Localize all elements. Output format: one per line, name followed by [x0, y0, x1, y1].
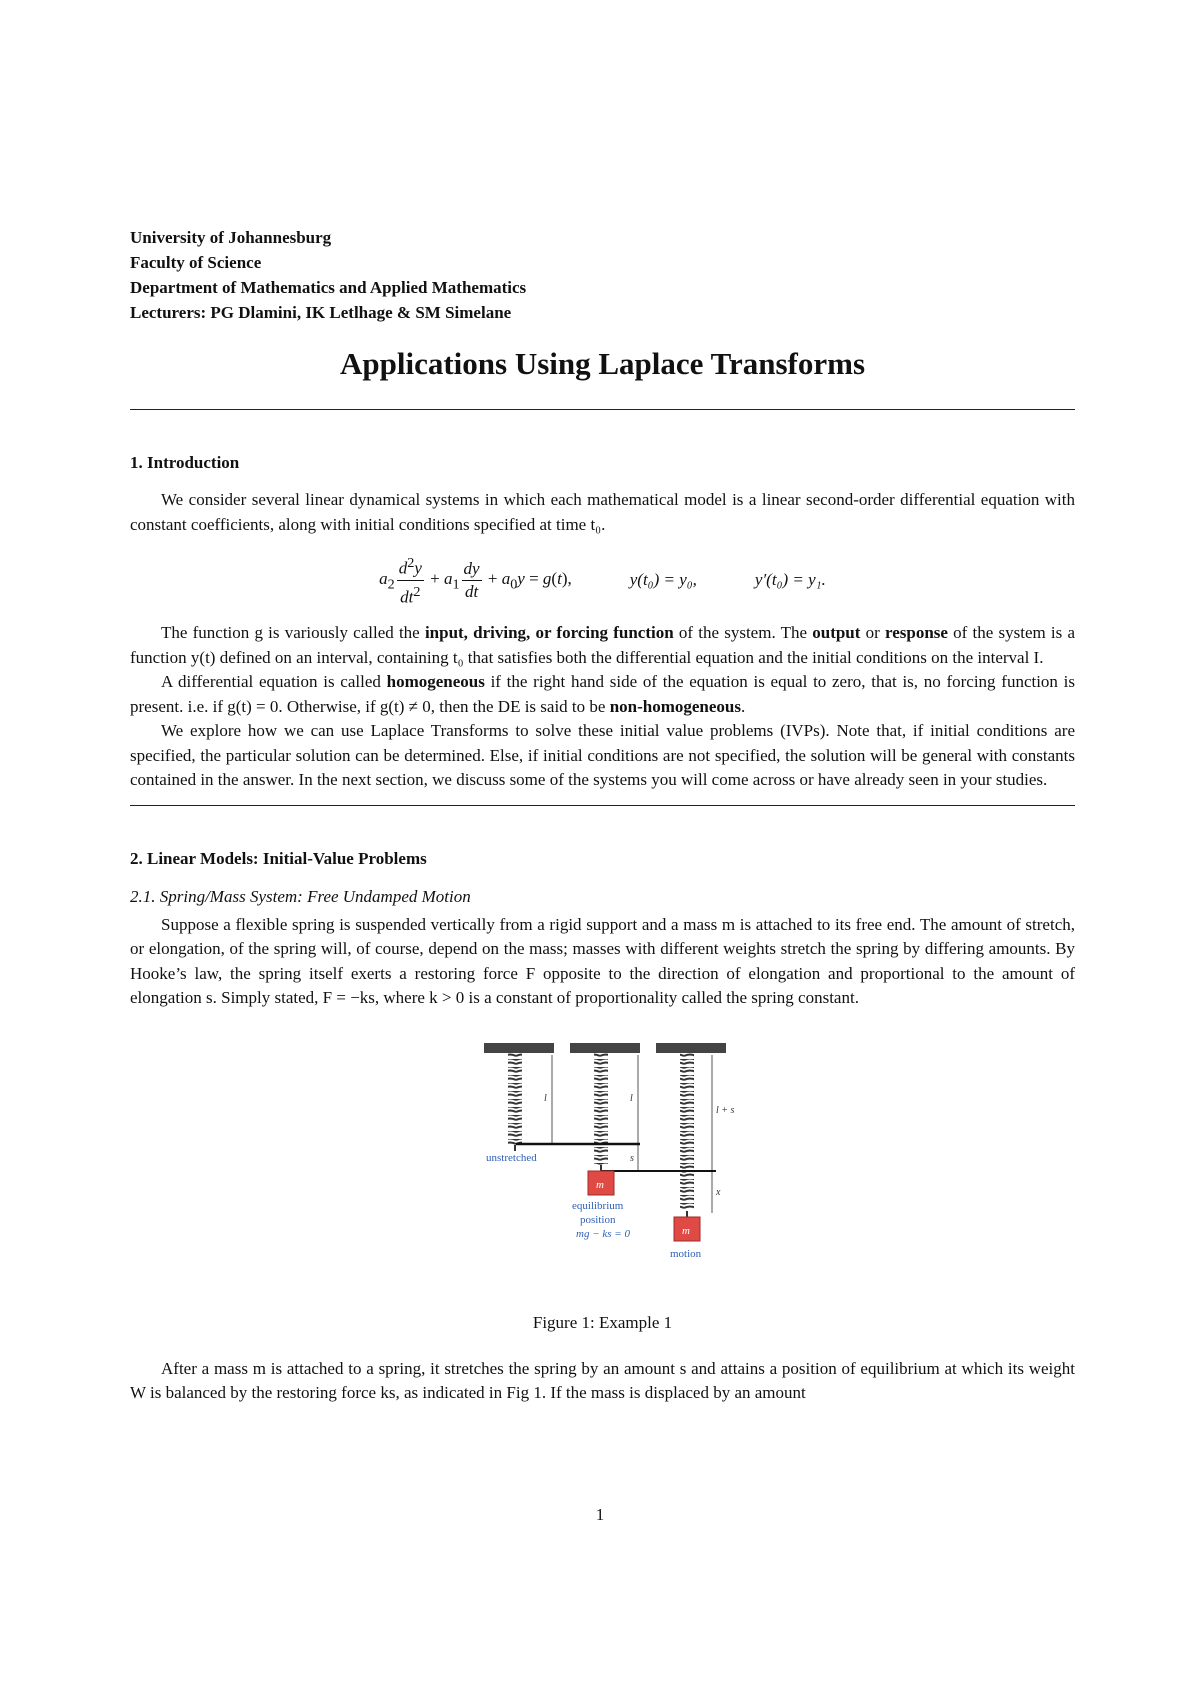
- divider: [130, 805, 1075, 806]
- support-2: [570, 1043, 640, 1053]
- spring-mass-diagram: [480, 1043, 735, 1293]
- label-ls: l + s: [716, 1104, 735, 1116]
- differential-equation: [130, 551, 1075, 609]
- spring-paragraph-2: After a mass m is attached to a spring, it stretches the spring by an amount s and attains a position of equilibrium at which its weight W is balanced by the restoring force ks, as indicated in Fig 1. If the mass is displaced by an amount: [130, 1358, 1075, 1402]
- spring-2: [594, 1053, 608, 1165]
- section-1-heading: 1. Introduction: [130, 453, 240, 472]
- spring-paragraph-1: Suppose a flexible spring is suspended vertically from a rigid support and a mass m is attached to its free end. The amount of stretch, or elongation, of the spring will, of course, depend on the mass; masses with different weights stretch the spring by differing amounts. By Hooke’s law, the spring itself exerts a restoring force F opposite to the direction of elongation and proportional to the amount of elongation s. Simply stated, F = −ks, where k > 0 is a constant of proportionality called the spring constant.: [130, 914, 1075, 1007]
- spring-mass-figure: [130, 1043, 1075, 1293]
- label-motion: motion: [670, 1247, 702, 1260]
- label-condition: mg − ks = 0: [576, 1227, 630, 1240]
- equation-main: $a_2$ $\frac{d^2y}{dt^2}$ + $a_1$ $\frac{dy}{dt}$ + $a_0y = g(t)$,: [379, 552, 572, 608]
- divider: [130, 409, 1075, 410]
- intro-paragraph-4: We explore how we can use Laplace Transforms to solve these initial value problems (IVPs). Note that, if initial conditions are specified, the particular solution can be determined. Else, if initial conditions are not specified, the solution will be general with constants contained in the answer. In the next section, we discuss some of the systems you will come across or have already seen in your studies.: [130, 721, 1075, 789]
- document-page: [130, 225, 1075, 1406]
- label-l-2: l: [630, 1092, 633, 1104]
- spring-3: [680, 1053, 694, 1211]
- support-1: [484, 1043, 554, 1053]
- header-faculty: Faculty of Science: [130, 253, 262, 272]
- spring-1: [508, 1053, 522, 1145]
- label-x: x: [716, 1186, 721, 1198]
- subsection-2-1-heading: 2.1. Spring/Mass System: Free Undamped Motion: [130, 886, 471, 906]
- label-unstretched: unstretched: [486, 1151, 537, 1164]
- page-number: 1: [595, 1505, 605, 1524]
- label-m-1: m: [596, 1178, 604, 1191]
- intro-paragraph-1: We consider several linear dynamical systems in which each mathematical model is a linear second-order differential equation with constant coefficients, along with initial conditions specified at time t₀.: [130, 490, 1075, 534]
- initial-condition-2: y′(t₀) = y₁.: [754, 570, 826, 589]
- intro-paragraph-2: The function g is variously called the input, driving, or forcing function of the system. The output or response of the system is a function y(t) defined on an interval, containing t₀ that satisfies both the differential equation and the initial conditions on the interval I.: [130, 623, 1075, 667]
- header-lecturers: Lecturers: PG Dlamini, IK Letlhage & SM Simelane: [130, 303, 512, 322]
- initial-condition-1: y(t₀) = y₀,: [629, 570, 697, 589]
- header-department: Department of Mathematics and Applied Mathematics: [130, 278, 527, 297]
- section-2-heading: 2. Linear Models: Initial-Value Problems: [130, 848, 427, 868]
- page-title: Applications Using Laplace Transforms: [339, 346, 866, 381]
- support-3: [656, 1043, 726, 1053]
- figure-caption: Figure 1: Example 1: [532, 1312, 673, 1332]
- label-position: position: [580, 1213, 616, 1226]
- label-m-2: m: [682, 1224, 690, 1237]
- intro-paragraph-3: A differential equation is called homogeneous if the right hand side of the equation is equal to zero, that is, no forcing function is present. i.e. if g(t) = 0. Otherwise, if g(t) ≠ 0, then the DE is said to be non-homogeneous.: [130, 672, 1075, 716]
- label-l-1: l: [544, 1092, 547, 1104]
- header-university: University of Johannesburg: [130, 228, 332, 247]
- label-s: s: [630, 1152, 634, 1164]
- label-equilibrium: equilibrium: [572, 1199, 624, 1212]
